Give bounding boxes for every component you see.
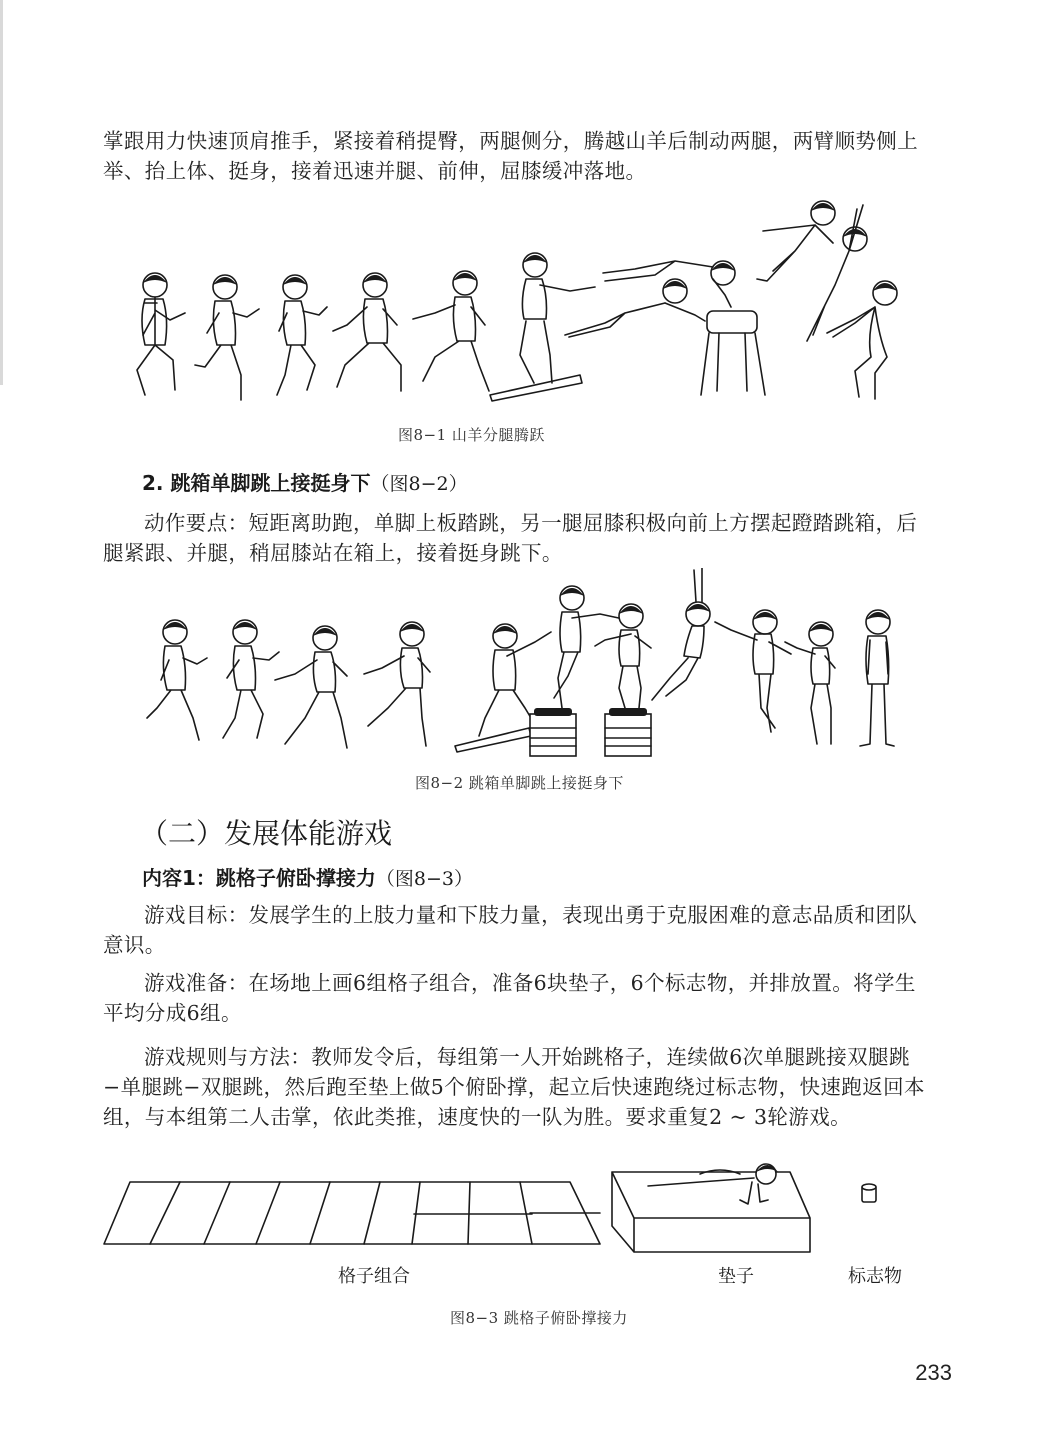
box-jump-sequence-illustration — [135, 568, 915, 760]
figure-runner-2 — [195, 275, 259, 400]
vaulting-goat — [701, 311, 765, 395]
figure-takeoff — [490, 253, 595, 401]
figure-jump-off — [652, 568, 710, 700]
grid-label: 格子组合 — [338, 1266, 410, 1287]
figure-run-c — [275, 626, 347, 748]
figure-run-b — [223, 620, 279, 738]
figure-1-caption: 图8−1 山羊分腿腾跃 — [398, 426, 545, 444]
figure-descend — [715, 610, 791, 732]
item-2-figure-ref: （图8−2） — [370, 473, 468, 495]
relay-setup-illustration — [100, 1160, 900, 1256]
figure-runner-4 — [333, 273, 401, 391]
figure-runner-5 — [413, 271, 489, 391]
content-1-title: 内容1：跳格子俯卧撑接力 — [142, 866, 376, 890]
content-1-figure-ref: （图8−3） — [375, 868, 474, 890]
figure-runner-1 — [137, 273, 185, 395]
mat-with-pushup-figure — [612, 1164, 810, 1252]
page-edge-mark — [0, 0, 3, 385]
item-2-heading — [142, 467, 468, 496]
mat-label: 垫子 — [718, 1266, 754, 1287]
figure-2-caption: 图8−2 跳箱单脚跳上接挺身下 — [415, 774, 624, 792]
figure-landing — [827, 281, 897, 399]
figure-3-caption: 图8−3 跳格子俯卧撑接力 — [450, 1309, 628, 1327]
vault-sequence-illustration — [115, 195, 925, 415]
figure-run-d — [364, 622, 430, 746]
page-number: 233 — [915, 1360, 952, 1385]
game-rules-paragraph: 游戏规则与方法：教师发令后，每组第一人开始跳格子，连续做6次单腿跳接双腿跳−单腿跳−双腿跳，然后跑至垫上做5个俯卧撑，起立后快速跑绕过标志物，快速跑返回本组，与本组第二人击掌，依此类推，速度快的一队为胜。要求重复2 ~ 3轮游戏。 — [103, 1045, 925, 1129]
figure-runner-3 — [277, 275, 327, 395]
marker-label: 标志物 — [848, 1266, 902, 1287]
figure-on-box-2 — [595, 604, 651, 756]
figure-land — [785, 622, 835, 744]
figure-flight — [757, 201, 835, 281]
item-2-paragraph: 动作要点：短距离助跑，单脚上板踏跳，另一腿屈膝积极向前上方摆起蹬踏跳箱，后腿紧跟、并腿，稍屈膝站在箱上，接着挺身跳下。 — [103, 511, 918, 565]
content-1-heading — [142, 862, 473, 891]
figure-run-a — [147, 620, 207, 740]
intro-paragraph: 掌跟用力快速顶肩推手，紧接着稍提臀，两腿侧分，腾越山羊后制动两腿，两臂顺势侧上举、抬上体、挺身，接着迅速并腿、前伸，屈膝缓冲落地。 — [103, 129, 919, 183]
section-title: （二）发展体能游戏 — [140, 817, 393, 850]
game-goal-paragraph: 游戏目标：发展学生的上肢力量和下肢力量，表现出勇于克服困难的意志品质和团队意识。 — [103, 903, 918, 957]
item-2-title: 2. 跳箱单脚跳上接挺身下 — [142, 471, 371, 495]
figure-stand — [860, 610, 894, 746]
hopscotch-grid — [104, 1182, 600, 1244]
game-prep-paragraph: 游戏准备：在场地上画6组格子组合，准备6块垫子，6个标志物，并排放置。将学生平均分成6组。 — [103, 971, 916, 1025]
marker-cone — [862, 1184, 876, 1202]
